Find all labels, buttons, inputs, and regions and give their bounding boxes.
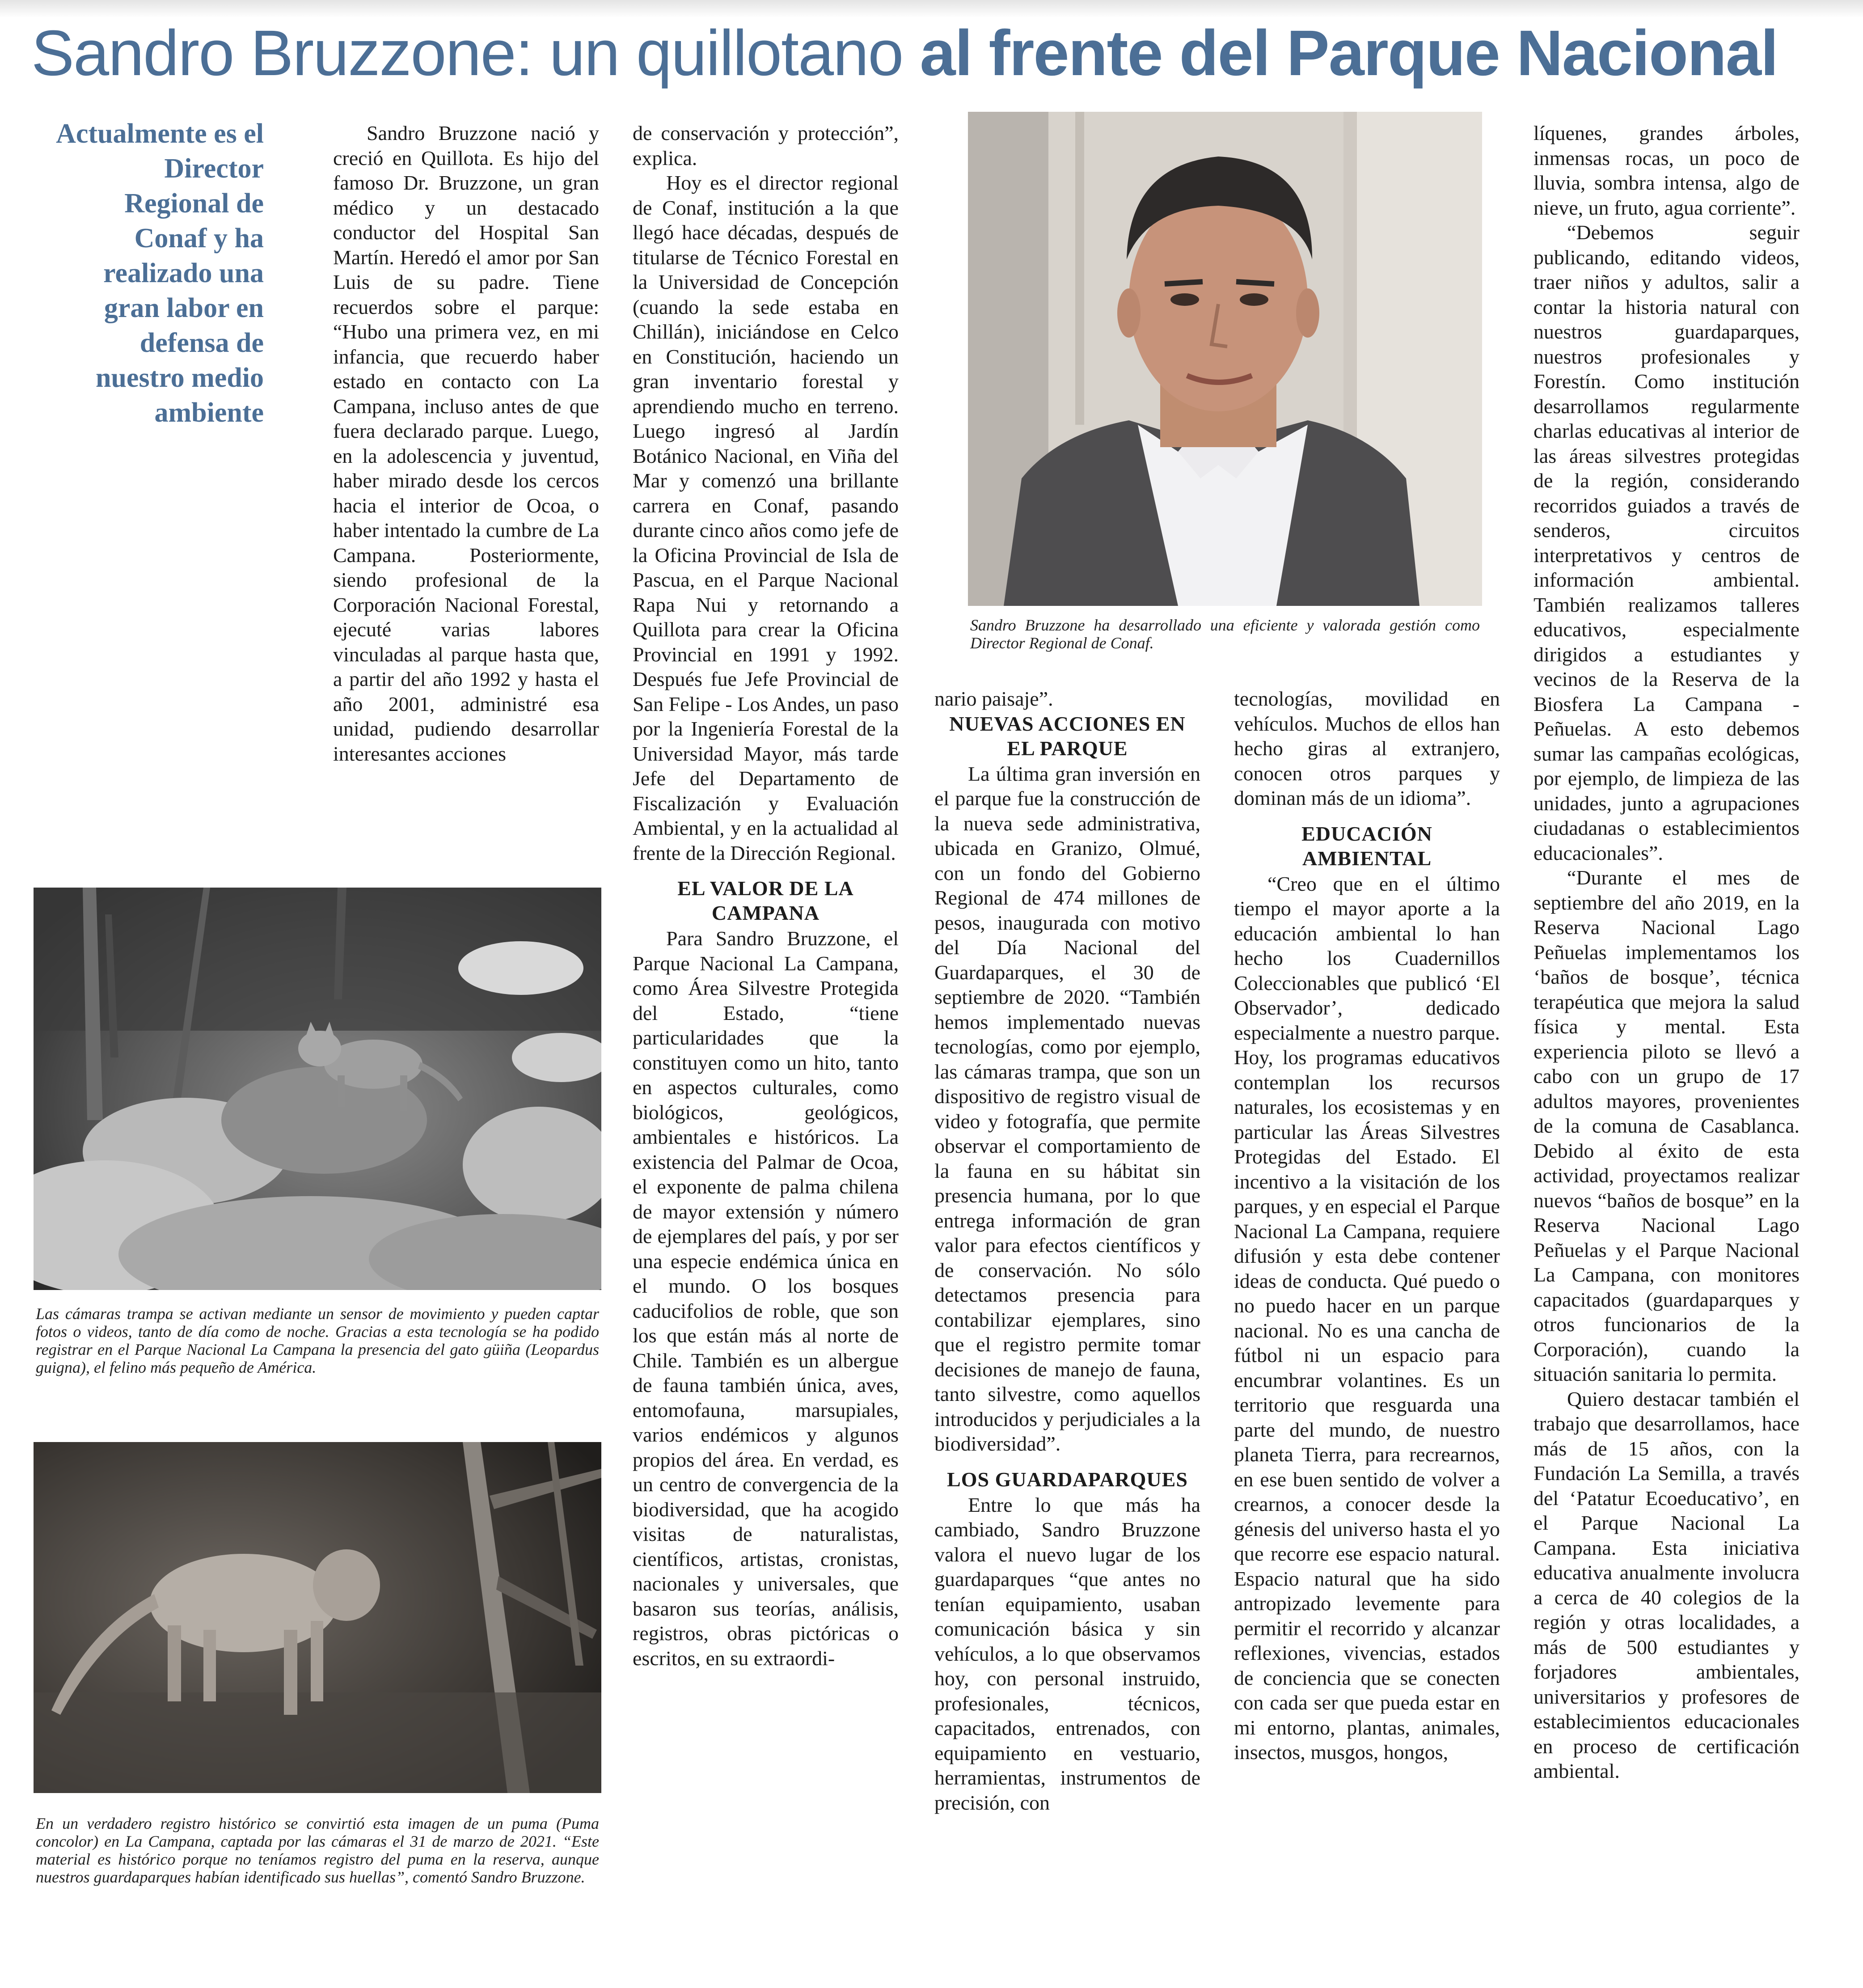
portrait-image <box>968 112 1482 606</box>
paragraph: Para Sandro Bruzzone, el Parque Nacional La Campana, como Área Silvestre Protegida del Estado, “tiene particularidades que la constituyen como un hito, tanto en aspectos culturales, como biológicos, geológicos, ambientales e históricos. La existencia del Palmar de Ocoa, el exponente de palma chilena de mayor extensión y número de ejemplares del país, y por ser una especie endémica única en el mundo. O los bosques caducifolios de roble, que son los que están más al norte de Chile. También es un albergue de fauna también única, aves, entomofauna, marsupiales, varios endémicos y algunos propios del área. En verdad, es un centro de convergencia de la biodiversidad, que ha acogido visitas de naturalistas, científicos, artistas, cronistas, nacionales y universales, que basaron sus teorías, análisis, registros, obras pictóricas o escritos, en su extraordi- <box>633 927 899 1670</box>
column-1 <box>333 121 599 766</box>
subheading-educacion-ambiental: EDUCACIÓN AMBIENTAL <box>1301 822 1432 870</box>
cat-night-scene-image <box>34 888 601 1290</box>
paragraph: tecnologías, movilidad en vehículos. Muchos de ellos han hecho giras al extranjero, conocen otros parques y dominan más de un idioma”. <box>1234 687 1500 809</box>
cat-photo-caption: Las cámaras trampa se activan mediante un sensor de movimiento y pueden captar fotos o videos, tanto de día como de noche. Gracias a esta tecnología se ha podido registrar en el Parque Nacional La Campana la presencia del gato güiña (Leopardus guigna), el felino más pequeño de América. <box>36 1305 599 1376</box>
headline-bold: al frente del Parque Nacional <box>920 17 1778 89</box>
paragraph: “Creo que en el último tiempo el mayor aporte a la educación ambiental lo han hecho los Cuadernillos Coleccionables que publicó ‘El Observador’, dedicado especialmente a nuestro parque. Hoy, los programas educativos contemplan los recursos naturales, los ecosistemas y en particular las Áreas Silvestres Protegidas del Estado. El incentivo a la visitación de los parques, y en especial el Parque Nacional La Campana, requiere difusión y esta debe contener ideas de conducta. Qué puedo o no puedo hacer en un parque nacional. No es una cancha de fútbol ni un espacio para encumbrar volantines. Es un territorio que resguarda una parte del mundo, de nuestro planeta Tierra, para recrearnos, en ese buen sentido de volver a crearnos, a conocer desde la génesis del universo hasta el yo que recorre ese espacio natural. Espacio natural que ha sido antropizado levemente para permitir el recorrido y alcanzar reflexiones, vivencias, estados de conciencia que se conecten con cada ser que pueda estar en mi entorno, plantas, animales, insectos, musgos, hongos, <box>1234 872 1500 1764</box>
column-2 <box>633 121 899 1671</box>
column-5 <box>1533 121 1800 1784</box>
portrait-photo <box>968 112 1482 606</box>
paragraph: “Durante el mes de septiembre del año 2019, en la Reserva Nacional Lago Peñuelas implementamos los ‘baños de bosque’, técnica terapéutica que mejora la salud física y mental. Esta experiencia piloto se llevó a cabo con un grupo de 17 adultos mayores, provenientes de la comuna de Casablanca. Debido al éxito de esta actividad, proyectamos realizar nuevos “baños de bosque” en la Reserva Nacional Lago Peñuelas y el Parque Nacional La Campana, con monitores capacitados (guardaparques y otros funcionarios de la Corporación), cuando la situación sanitaria lo permita. <box>1533 866 1800 1385</box>
headline-light: Sandro Bruzzone: un quillotano <box>31 17 920 89</box>
cat-camera-trap-photo <box>34 888 601 1290</box>
paragraph: La última gran inversión en el parque fue la construcción de la nueva sede administrativa, ubicada en Granizo, Olmué, con un fondo del Gobierno Regional de 474 millones de pesos, inaugurada con motivo del Día Nacional del Guardaparques, el 30 de septiembre de 2020. “También hemos implementado nuevas tecnologías, como por ejemplo, las cámaras trampa, que son un dispositivo de registro visual de video y fotografía, que permite observar el comportamiento de la fauna en su hábitat sin presencia humana, por lo que entrega información de gran valor para efectos científicos y de conservación. No sólo detectamos presencia para contabilizar ejemplares, sino que el registro permite tomar decisiones de manejo de fauna, tanto silvestre, como aquellos introducidos y perjudiciales a la biodiversidad”. <box>934 762 1200 1455</box>
paragraph: Entre lo que más ha cambiado, Sandro Bruzzone valora el nuevo lugar de los guardaparques “que antes no tenían equipamiento, usaban comunicación básica y sin vehículos, a lo que observamos hoy, con personal instruido, profesionales, técnicos, capacitados, entrenados, con equipamiento en vestuario, herramientas, instrumentos de precisión, con <box>934 1493 1200 1814</box>
column-3 <box>934 686 1200 1815</box>
paragraph: Quiero destacar también el trabajo que desarrollamos, hace más de 15 años, con la Fundación La Semilla, a través del ‘Patatur Ecoeducativo’, en el Parque Nacional La Campana. Esta iniciativa educativa anualmente involucra a cerca de 40 colegios de la región y otras localidades, a más de 500 estudiantes y forjadores ambientales, universitarios y profesores de establecimientos educacionales en proceso de certificación ambiental. <box>1533 1387 1800 1782</box>
subheading-valor-campana: EL VALOR DE LA CAMPANA <box>677 877 854 924</box>
paragraph: “Debemos seguir publicando, editando videos, traer niños y adultos, salir a contar la historia natural con nuestros guardaparques, nuestros profesionales y Forestín. Como institución desarrollamos regularmente charlas educativas al interior de las áreas silvestres protegidas de la región, considerando recorridos guiados a través de senderos, circuitos interpretativos y centros de información ambiental. También realizamos talleres educativos, especialmente dirigidos a estudiantes y vecinos de la Reserva de la Biosfera La Campana - Peñuelas. A esto debemos sumar las campañas ecológicas, por ejemplo, de limpieza de las unidades, junto a agrupaciones ciudadanas o establecimientos educacionales”. <box>1533 221 1800 864</box>
paragraph: Hoy es el director regional de Conaf, institución a la que llegó hace décadas, después de titularse de Técnico Forestal en la Universidad de Concepción (cuando la sede estaba en Chillán), iniciándose en Celco en Constitución, haciendo un gran inventario forestal y aprendiendo mucho en terreno. Luego ingresó al Jardín Botánico Nacional, en Viña del Mar y comenzó una brillante carrera en Conaf, pasando durante cinco años como jefe de la Oficina Provincial de Isla de Pascua, en el Parque Nacional Rapa Nui y retornando a Quillota para crear la Oficina Provincial en 1991 y 1992. Después fue Jefe Provincial de San Felipe - Los Andes, un paso por la Ingeniería Forestal de la Universidad Mayor, más tarde Jefe del Departamento de Fiscalización y Evaluación Ambiental, y en la actualidad al frente de la Dirección Regional. <box>633 171 899 864</box>
paragraph: de conservación y protección”, explica. <box>633 122 899 169</box>
paragraph: líquenes, grandes árboles, inmensas rocas, un poco de lluvia, sombra intensa, algo de nieve, un fruto, agua corriente”. <box>1533 122 1800 219</box>
column-4 <box>1234 686 1500 1765</box>
paragraph: Sandro Bruzzone nació y creció en Quillota. Es hijo del famoso Dr. Bruzzone, un gran médico y un destacado conductor del Hospital San Martín. Heredó el amor por San Luis de su padre. Tiene recuerdos sobre el parque: “Hubo una primera vez, en mi infancia, que recuerdo haber estado en contacto con La Campana, incluso antes de que fuera declarado parque. Luego, en la adolescencia y juventud, haber mirado desde los cercos hacia el interior de Ocoa, o haber intentado la cumbre de La Campana. Posteriormente, siendo profesional de la Corporación Nacional Forestal, ejecuté varias labores vinculadas al parque hasta que, a partir del año 1992 y hasta el año 2001, administré esa unidad, pudiendo desarrollar interesantes acciones <box>333 122 599 765</box>
puma-camera-trap-photo <box>34 1442 601 1793</box>
headline <box>31 11 1838 96</box>
pull-quote: Actualmente es el Director Regional de Conaf y ha realizado una gran labor en defensa de nuestro medio ambiente <box>56 118 264 428</box>
subheading-nuevas-acciones: NUEVAS ACCIONES EN EL PARQUE <box>949 712 1186 760</box>
puma-photo-caption: En un verdadero registro histórico se convirtió esta imagen de un puma (Puma concolor) en La Campana, captada por las cámaras el 31 de marzo de 2021. “Este material es histórico porque no teníamos registro del puma en la reserva, aunque nuestros guardaparques habían identificado sus huellas”, comentó Sandro Bruzzone. <box>36 1815 599 1886</box>
subheading-guardaparques: LOS GUARDAPARQUES <box>947 1468 1188 1491</box>
paragraph: nario paisaje”. <box>934 687 1053 710</box>
puma-night-scene-image <box>34 1442 601 1793</box>
portrait-caption: Sandro Bruzzone ha desarrollado una eficiente y valorada gestión como Director Regional de Conaf. <box>970 616 1480 652</box>
